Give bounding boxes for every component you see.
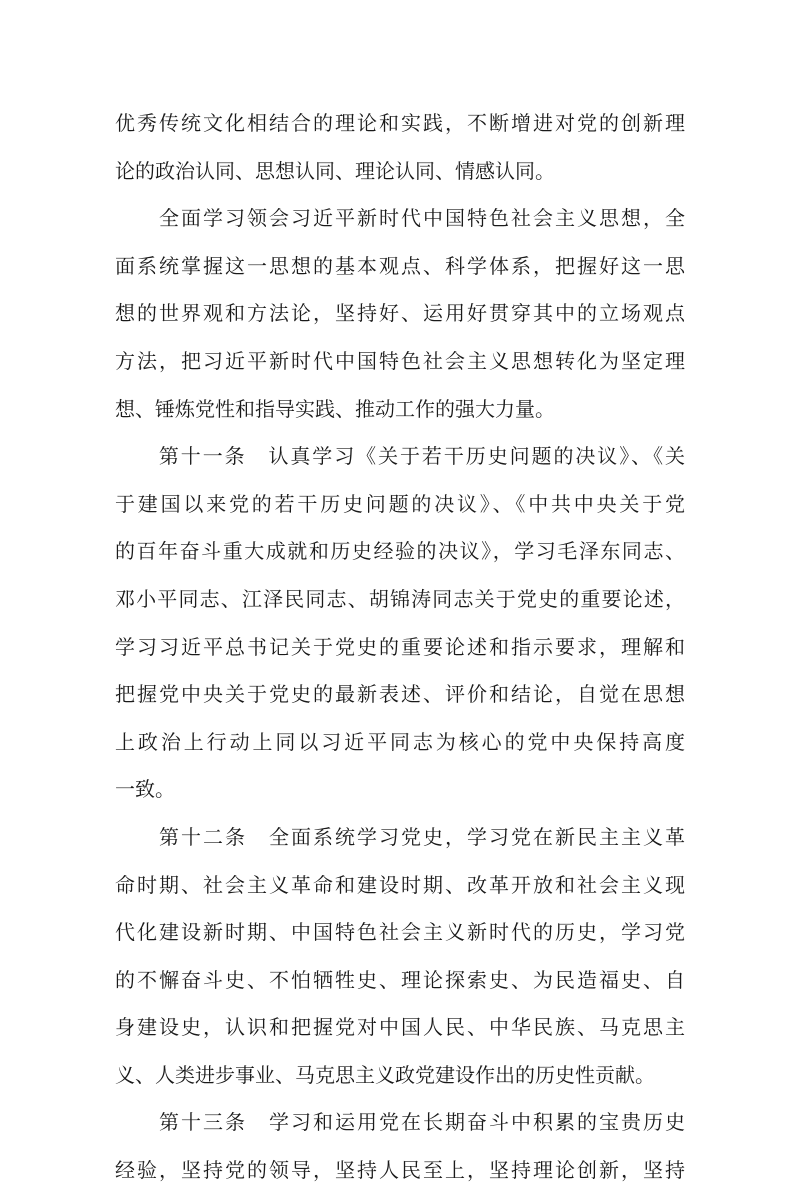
text-line: 学习习近平总书记关于党史的重要论述和指示要求，理解和 — [115, 634, 685, 659]
text-line: 把握党中央关于党史的最新表述、评价和结论，自觉在思想 — [115, 682, 685, 707]
text-line: 第十三条 学习和运用党在长期奋斗中积累的宝贵历史 — [115, 1110, 685, 1135]
text-line: 优秀传统文化相结合的理论和实践，不断增进对党的创新理 — [115, 111, 685, 135]
text-line: 想的世界观和方法论，坚持好、运用好贯穿其中的立场观点 — [115, 301, 685, 326]
text-line: 于建国以来党的若干历史问题的决议》、《中共中央关于党 — [115, 491, 685, 516]
text-line: 想、锤炼党性和指导实践、推动工作的强大力量。 — [115, 396, 555, 421]
text-line: 方法，把习近平新时代中国特色社会主义思想转化为坚定理 — [115, 348, 685, 373]
text-line: 的百年奋斗重大成就和历史经验的决议》，学习毛泽东同志、 — [115, 539, 685, 564]
text-line: 代化建设新时期、中国特色社会主义新时代的历史，学习党 — [115, 920, 685, 945]
text-line: 身建设史，认识和把握党对中国人民、中华民族、马克思主 — [115, 1015, 685, 1040]
text-line: 第十二条 全面系统学习党史，学习党在新民主主义革 — [115, 824, 685, 849]
text-line: 全面学习领会习近平新时代中国特色社会主义思想，全 — [115, 206, 685, 231]
text-line: 一致。 — [115, 777, 175, 802]
text-line: 命时期、社会主义革命和建设时期、改革开放和社会主义现 — [115, 872, 685, 897]
text-line: 面系统掌握这一思想的基本观点、科学体系，把握好这一思 — [115, 253, 685, 278]
text-line: 义、人类进步事业、马克思主义政党建设作出的历史性贡献。 — [115, 1062, 655, 1087]
text-line: 论的政治认同、思想认同、理论认同、情感认同。 — [115, 158, 555, 183]
text-line: 第十一条 认真学习《关于若干历史问题的决议》、《关 — [115, 444, 685, 469]
text-line: 上政治上行动上同以习近平同志为核心的党中央保持高度 — [115, 729, 685, 754]
text-line: 的不懈奋斗史、不怕牺牲史、理论探索史、为民造福史、自 — [115, 967, 685, 992]
text-line: 邓小平同志、江泽民同志、胡锦涛同志关于党史的重要论述， — [115, 586, 685, 611]
document-body — [115, 100, 685, 1195]
text-line: 经验，坚持党的领导，坚持人民至上，坚持理论创新，坚持 — [115, 1158, 685, 1183]
